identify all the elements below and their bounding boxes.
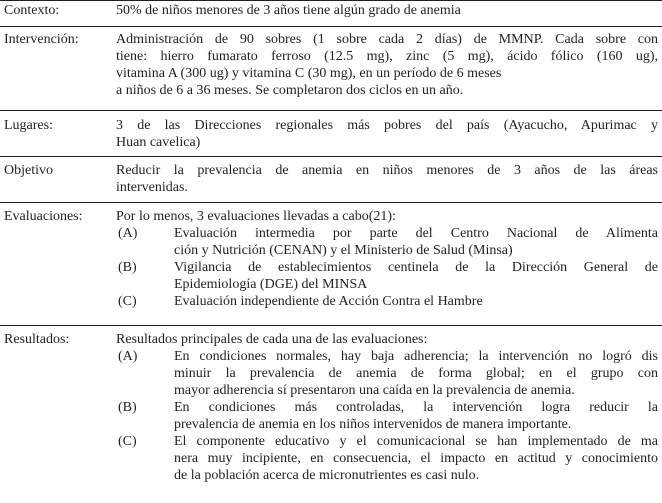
row-content [116, 162, 658, 196]
content-line: tiene: hierro fumarato ferroso (12.5 mg), zinc (5 mg), ácido fólico (160 ug), [116, 49, 658, 64]
content-intro: Por lo menos, 3 evaluaciones llevadas a cabo(21): [116, 209, 396, 224]
item-line: En condiciones normales, hay baja adherencia; la intervención no logró dis [174, 349, 658, 364]
content-line: Huan cavelica) [116, 135, 201, 150]
row-content [116, 117, 658, 151]
row-label: Objetivo [4, 163, 53, 178]
row-content [116, 331, 658, 484]
content-line: 3 de las Direcciones regionales más pobres del país (Ayacucho, Apurimac y [116, 118, 658, 133]
item-letter: (B) [118, 260, 137, 275]
item-line: minuir la prevalencia de anemia de forma global; en el grupo con [174, 366, 658, 381]
item-text [174, 399, 658, 433]
row-divider [0, 110, 662, 111]
item-letter: (C) [118, 434, 137, 449]
content-line: 50% de niños menores de 3 años tiene algún grado de anemia [116, 3, 461, 18]
table-top-border [0, 0, 662, 1]
row-divider [0, 156, 662, 157]
item-line: Evaluación intermedia por parte del Centro Nacional de Alimenta [174, 226, 658, 241]
content-line: vitamina A (300 ug) y vitamina C (30 mg), en un período de 6 meses [116, 66, 502, 81]
item-line: En condiciones más controladas, la intervención logra reducir la [174, 400, 658, 415]
item-line: El componente educativo y el comunicacional se han implementado de ma [174, 434, 658, 449]
content-intro: Resultados principales de cada una de las evaluaciones: [116, 332, 428, 347]
item-line: ción y Nutrición (CENAN) y el Ministerio de Salud (Minsa) [174, 243, 513, 258]
item-text [174, 259, 658, 293]
row-label: Intervención: [4, 32, 79, 47]
row-content [116, 31, 658, 99]
content-line: Reducir la prevalencia de anemia en niños menores de 3 años de las áreas [116, 163, 658, 178]
item-line: nera muy incipiente, en consecuencia, el impacto en actitud y conocimiento [174, 451, 658, 466]
row-label: Evaluaciones: [4, 209, 83, 224]
row-label: Lugares: [4, 118, 53, 133]
item-letter: (A) [118, 226, 138, 241]
item-letter: (C) [118, 294, 137, 309]
item-text [174, 293, 658, 310]
row-divider [0, 202, 662, 203]
item-text [174, 348, 658, 399]
list-item [116, 433, 658, 484]
row-label: Resultados: [4, 332, 70, 347]
row-content [116, 2, 658, 19]
list-item [116, 399, 658, 433]
row-content [116, 208, 658, 310]
list-item [116, 293, 658, 310]
row-divider [0, 325, 662, 326]
item-line: mayor adherencia sí presentaron una caída en la prevalencia de anemia. [174, 383, 575, 398]
content-line: intervenidas. [116, 180, 188, 195]
item-line: Epidemiología (DGE) del MINSA [174, 277, 368, 292]
item-text [174, 433, 658, 484]
list-item [116, 348, 658, 399]
list-item [116, 225, 658, 259]
item-line: Evaluación independiente de Acción Contra el Hambre [174, 294, 483, 309]
row-label: Contexto: [4, 3, 60, 18]
content-line: Administración de 90 sobres (1 sobre cada 2 días) de MMNP. Cada sobre con [116, 32, 658, 47]
item-line: Vigilancia de establecimientos centinela de la Dirección General de [174, 260, 658, 275]
item-line: de la población acerca de micronutrientes es casi nulo. [174, 468, 480, 483]
item-letter: (B) [118, 400, 137, 415]
item-line: prevalencia de anemia en los niños intervenidos de manera importante. [174, 417, 572, 432]
list-item [116, 259, 658, 293]
item-text [174, 225, 658, 259]
row-divider [0, 26, 662, 27]
item-letter: (A) [118, 349, 138, 364]
content-line: a niños de 6 a 36 meses. Se completaron dos ciclos en un año. [116, 83, 464, 98]
